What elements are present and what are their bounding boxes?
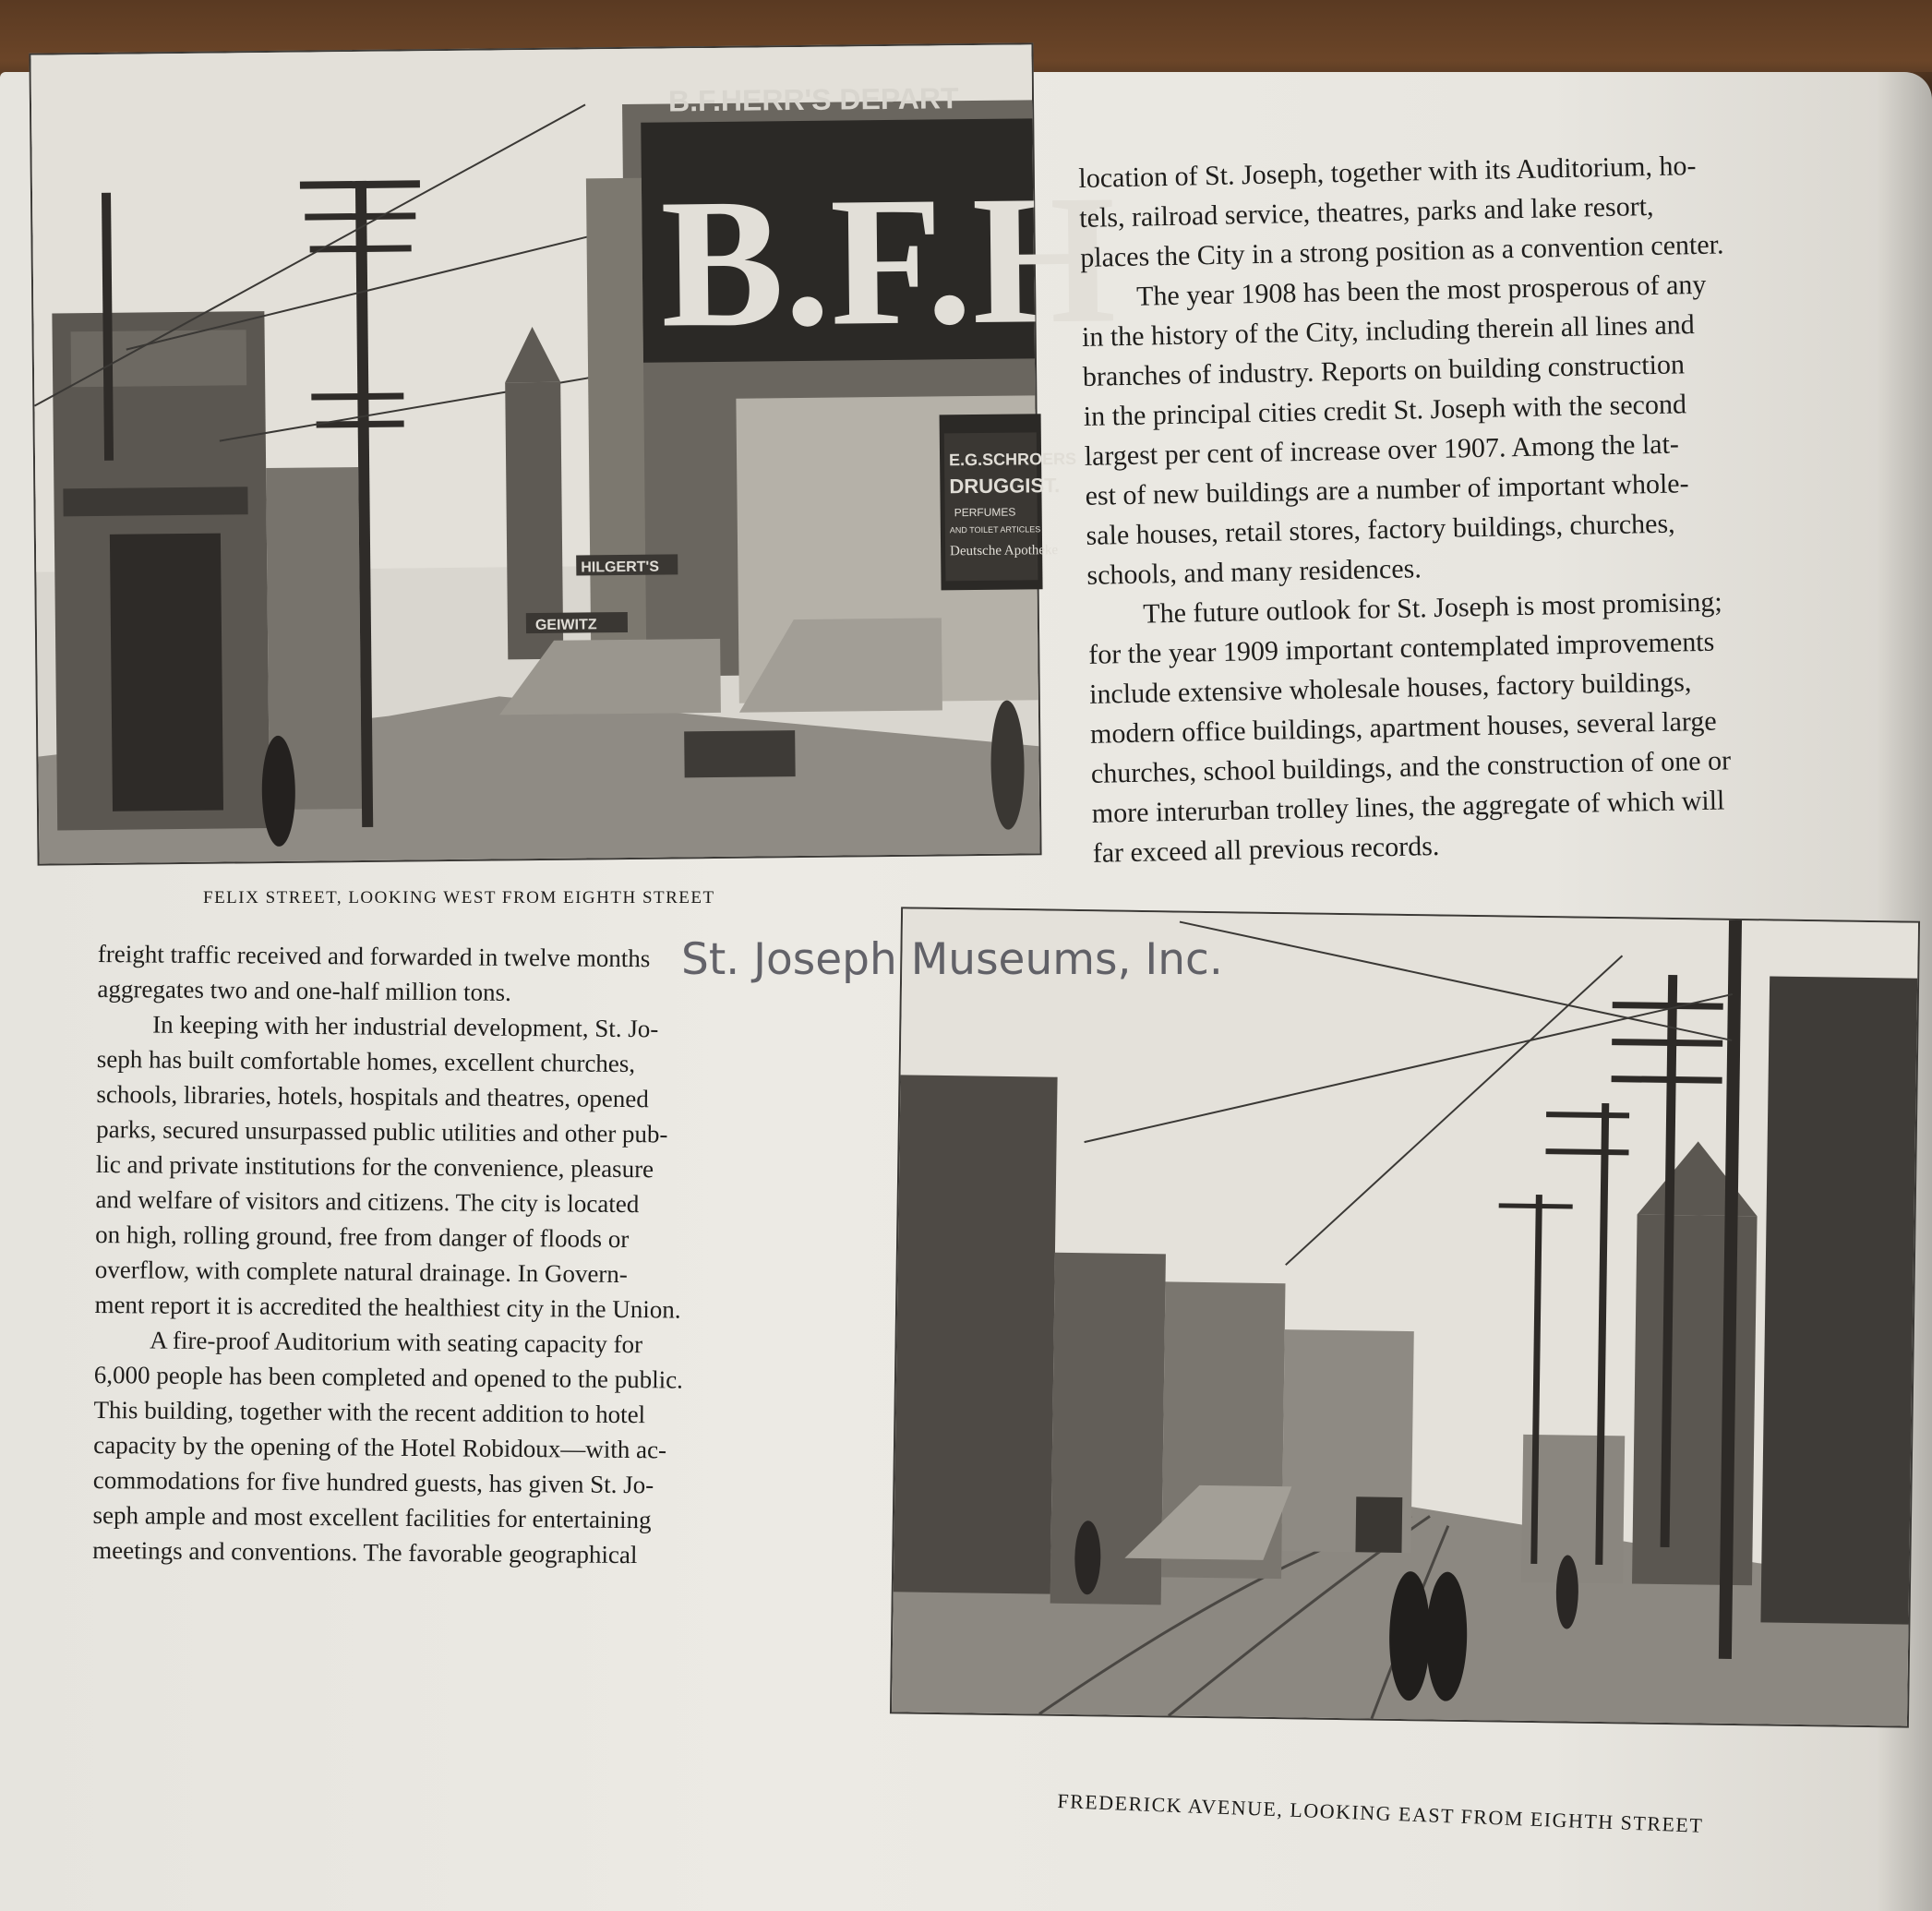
text-line: include extensive wholesale houses, factory buildings, <box>1088 667 1692 710</box>
text-line: sale houses, retail stores, factory buildings, churches, <box>1086 508 1675 551</box>
text-line: branches of industry. Reports on building construction <box>1082 349 1686 392</box>
text-line: The future outlook for St. Joseph is most promising; <box>1142 586 1723 630</box>
right-column-text <box>1078 141 1924 873</box>
text-line: ment report it is accredited the healthiest city in the Union. <box>94 1290 681 1324</box>
text-line: parks, secured unsurpassed public utilities and other pub- <box>96 1114 668 1148</box>
text-line: churches, school buildings, and the construction of one or <box>1090 745 1732 789</box>
text-line: for the year 1909 important contemplated improvements <box>1087 626 1715 670</box>
museum-watermark: St. Joseph Museums, Inc. <box>681 934 1223 985</box>
frederick-avenue-image <box>892 908 1918 1725</box>
sign-schroers: E.G.SCHROERS <box>948 449 1077 470</box>
text-line: location of St. Joseph, together with its Auditorium, ho- <box>1078 150 1697 194</box>
photo-felix-street <box>29 42 1117 865</box>
sign-toilet-articles: AND TOILET ARTICLES <box>949 524 1041 535</box>
text-line: freight traffic received and forwarded in twelve months <box>97 939 651 973</box>
text-line: meetings and conventions. The favorable geographical <box>92 1535 638 1569</box>
text-line: This building, together with the recent addition to hotel <box>93 1395 646 1429</box>
text-line: on high, rolling ground, free from danger of floods or <box>95 1220 630 1254</box>
left-column-text <box>92 936 846 1574</box>
sign-herrs: B.F.HERR'S DEPART <box>667 81 959 118</box>
text-line: modern office buildings, apartment houses, several large <box>1089 705 1717 750</box>
photo-frederick-avenue <box>890 907 1920 1727</box>
sign-perfumes: PERFUMES <box>954 505 1016 520</box>
text-line: In keeping with her industrial development, St. Jo- <box>152 1010 659 1043</box>
felix-street-image <box>30 44 1117 863</box>
text-line: schools, libraries, hotels, hospitals and theatres, opened <box>96 1079 649 1113</box>
text-line: seph has built comfortable homes, excellent churches, <box>96 1044 636 1078</box>
sign-bfh: B.F.H <box>659 157 1117 367</box>
text-line: 6,000 people has been completed and opened to the public. <box>93 1360 684 1394</box>
text-line: places the City in a strong position as a convention center. <box>1079 229 1724 273</box>
sign-apotheke: Deutsche Apotheke <box>950 543 1059 559</box>
text-line: in the principal cities credit St. Joseph with the second <box>1083 389 1687 432</box>
text-line: seph ample and most excellent facilities for entertaining <box>92 1500 652 1534</box>
text-line: A fire-proof Auditorium with seating capacity for <box>150 1326 643 1359</box>
text-line: far exceed all previous records. <box>1092 830 1440 869</box>
text-line: The year 1908 has been the most prosperous of any <box>1135 269 1707 312</box>
text-line: schools, and many residences. <box>1086 553 1422 591</box>
text-line: est of new buildings are a number of important whole- <box>1085 468 1689 511</box>
sign-hilgerts: HILGERT'S <box>581 559 660 576</box>
text-line: commodations for five hundred guests, has given St. Jo- <box>92 1465 654 1499</box>
text-line: tels, railroad service, theatres, parks and lake resort, <box>1079 190 1654 234</box>
text-line: aggregates two and one-half million tons. <box>97 974 512 1006</box>
text-line: in the history of the City, including therein all lines and <box>1081 309 1696 353</box>
text-line: largest per cent of increase over 1907. Among the lat- <box>1084 428 1680 472</box>
text-line: capacity by the opening of the Hotel Robidoux—with ac- <box>93 1430 667 1464</box>
text-line: lic and private institutions for the convenience, pleasure <box>95 1149 654 1184</box>
felix-street-caption: FELIX STREET, LOOKING WEST FROM EIGHTH STREET <box>203 888 715 907</box>
text-line: and welfare of visitors and citizens. The city is located <box>95 1184 640 1219</box>
text-line: overflow, with complete natural drainage. In Govern- <box>94 1255 629 1289</box>
text-line: more interurban trolley lines, the aggregate of which will <box>1091 785 1725 829</box>
sign-geiwitz: GEIWITZ <box>534 617 597 634</box>
frederick-avenue-caption: FREDERICK AVENUE, LOOKING EAST FROM EIGHTH STREET <box>1057 1789 1704 1837</box>
sign-druggist: DRUGGIST. <box>949 474 1061 499</box>
